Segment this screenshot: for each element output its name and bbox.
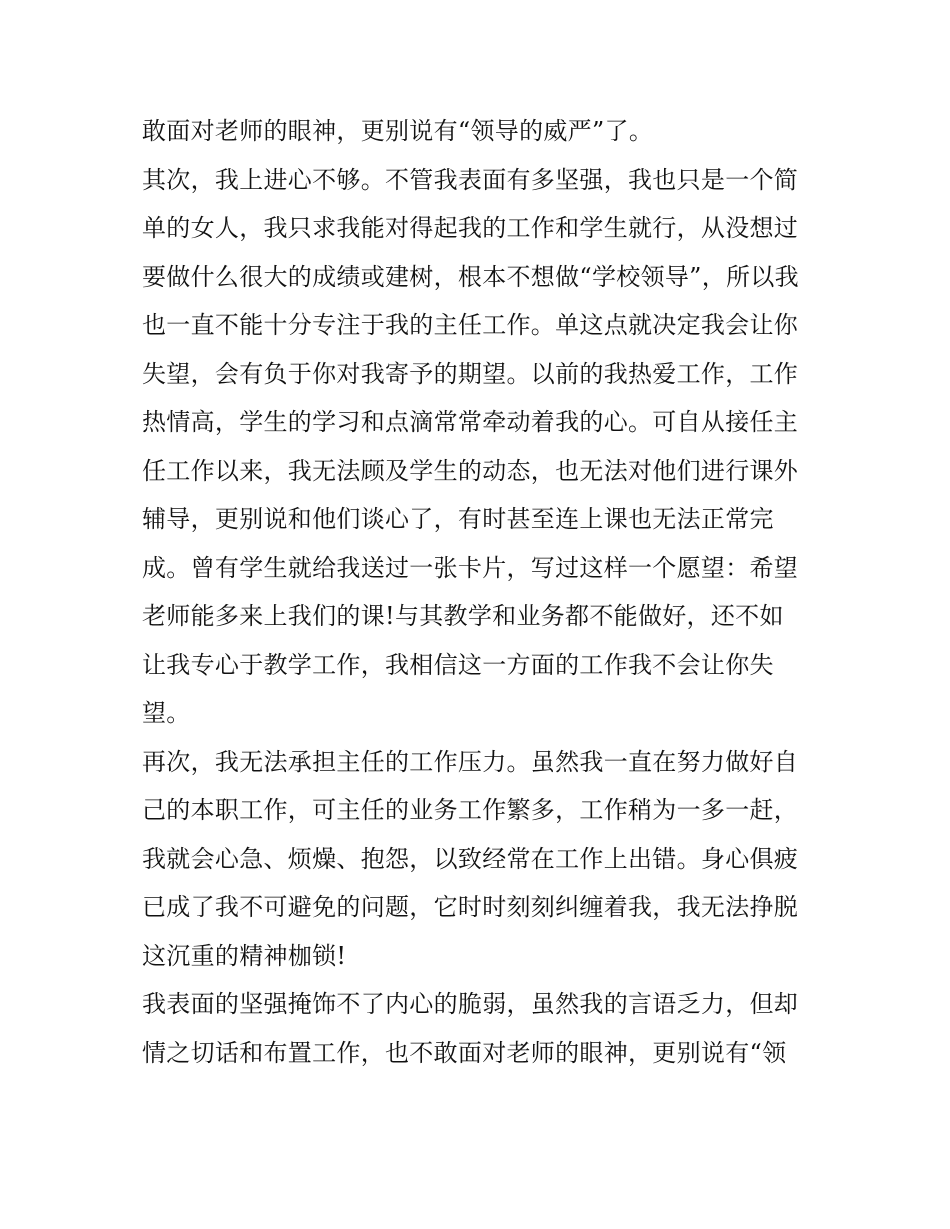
text-line: 敢面对老师的眼神，更别说有“领导的威严”了。 bbox=[142, 117, 654, 145]
text-line: 望。 bbox=[142, 699, 191, 727]
text-line: 这沉重的精神枷锁! bbox=[142, 941, 347, 970]
text-line: 再次，我无法承担主任的工作压力。虽然我一直在努力做好自 bbox=[142, 747, 799, 776]
text-line: 已成了我不可避免的问题，它时时刻刻纠缠着我，我无法挣脱 bbox=[142, 893, 799, 921]
body-text bbox=[142, 107, 822, 1077]
text-line: 情之切话和布置工作，也不敢面对老师的眼神，更别说有“领 bbox=[142, 1038, 787, 1067]
text-line: 己的本职工作，可主任的业务工作繁多，工作稍为一多一赶， bbox=[142, 796, 799, 824]
text-line: 老师能多来上我们的课!与其教学和业务都不能做好，还不如 bbox=[142, 602, 784, 630]
text-line: 失望，会有负于你对我寄予的期望。以前的我热爱工作，工作 bbox=[142, 359, 799, 388]
text-line: 成。曾有学生就给我送过一张卡片，写过这样一个愿望：希望 bbox=[142, 553, 799, 582]
text-line: 让我专心于教学工作，我相信这一方面的工作我不会让你失 bbox=[142, 650, 774, 679]
text-line: 任工作以来，我无法顾及学生的动态，也无法对他们进行课外 bbox=[142, 456, 799, 485]
text-line: 单的女人，我只求我能对得起我的工作和学生就行，从没想过 bbox=[142, 214, 799, 242]
text-line: 其次，我上进心不够。不管我表面有多坚强，我也只是一个简 bbox=[142, 165, 799, 194]
text-line: 要做什么很大的成绩或建树，根本不想做“学校领导”，所以我 bbox=[142, 262, 799, 291]
text-line: 我就会心急、烦燥、抱怨，以致经常在工作上出错。身心俱疲 bbox=[142, 844, 799, 873]
text-line: 热情高，学生的学习和点滴常常牵动着我的心。可自从接任主 bbox=[142, 408, 799, 436]
text-line: 辅导，更别说和他们谈心了，有时甚至连上课也无法正常完 bbox=[142, 505, 774, 533]
text-line: 也一直不能十分专注于我的主任工作。单这点就决定我会让你 bbox=[142, 311, 799, 339]
text-line: 我表面的坚强掩饰不了内心的脆弱，虽然我的言语乏力，但却 bbox=[142, 990, 799, 1018]
